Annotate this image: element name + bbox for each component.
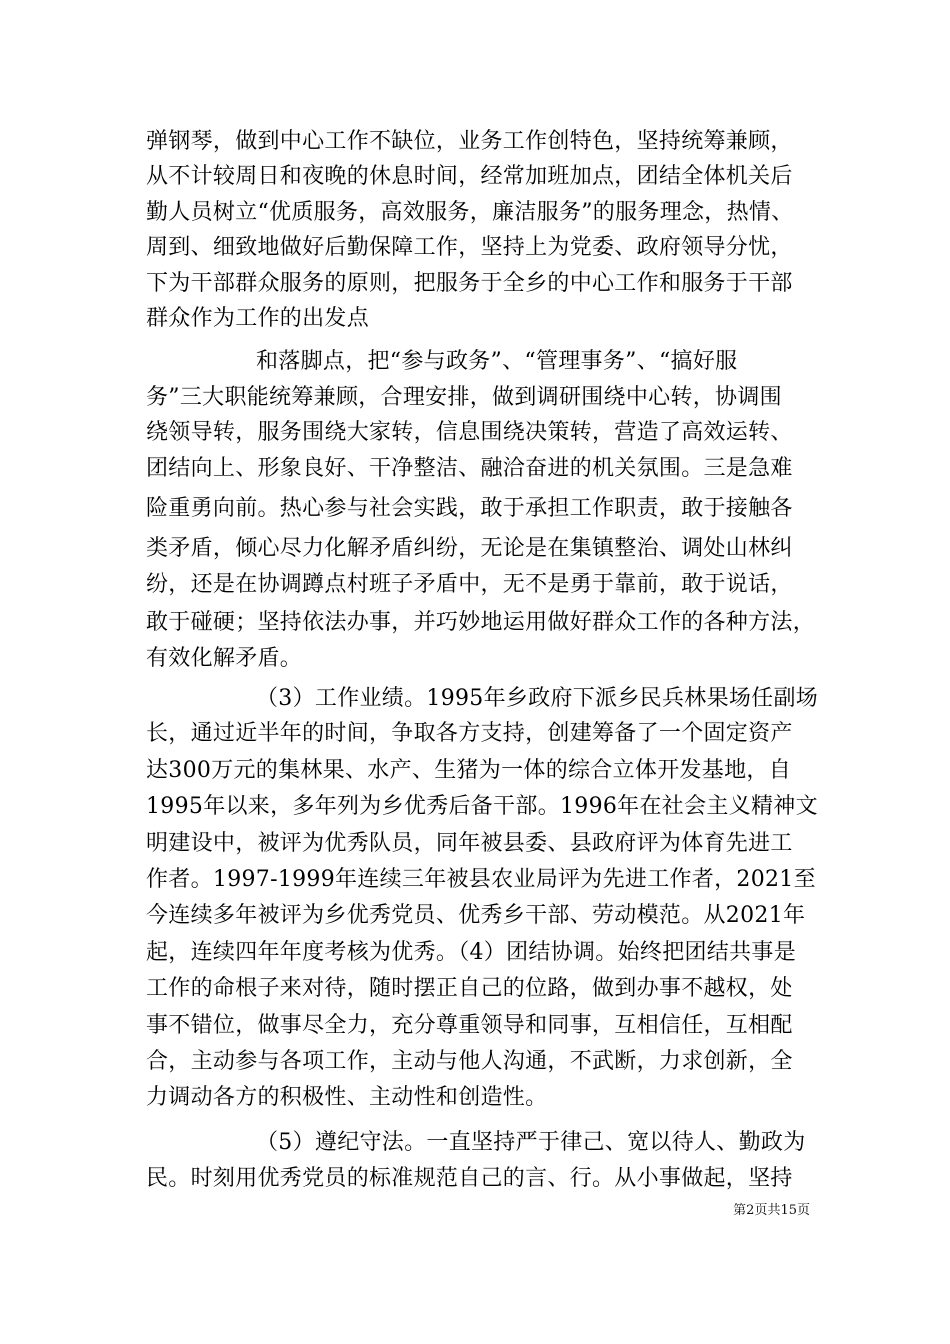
text-line: 弹钢琴，做到中心工作不缺位，业务工作创特色，坚持统筹兼顾， <box>146 129 793 154</box>
text-line: 群众作为工作的出发点 <box>146 306 370 331</box>
text-line: 合，主动参与各项工作，主动与他人沟通，不武断，力求创新，全 <box>146 1049 793 1074</box>
text-line: 起，连续四年年度考核为优秀。（4）团结协调。始终把团结共事是 <box>146 940 796 965</box>
text-line: 勤人员树立“优质服务，高效服务，廉洁服务”的服务理念，热情、 <box>146 200 794 225</box>
text-line: 类矛盾，倾心尽力化解矛盾纠纷，无论是在集镇整治、调处山林纠 <box>146 536 793 561</box>
text-line: （5）遵纪守法。一直坚持严于律己、宽以待人、勤政为 <box>256 1130 806 1155</box>
text-line: 敢于碰硬；坚持依法办事，并巧妙地运用做好群众工作的各种方法， <box>146 610 816 635</box>
text-line: 工作的命根子来对待，随时摆正自己的位路，做到办事不越权，处 <box>146 976 793 1001</box>
text-line: 事不错位，做事尽全力，充分尊重领导和同事，互相信任，互相配 <box>146 1013 793 1038</box>
text-line: 民。时刻用优秀党员的标准规范自己的言、行。从小事做起，坚持 <box>146 1166 793 1191</box>
text-line: 明建设中，被评为优秀队员，同年被县委、县政府评为体育先进工 <box>146 831 793 856</box>
text-line: 今连续多年被评为乡优秀党员、优秀乡干部、劳动模范。从2021年 <box>146 903 806 928</box>
text-line: 周到、细致地做好后勤保障工作，坚持上为党委、政府领导分忧， <box>146 235 793 260</box>
text-line: 长，通过近半年的时间，争取各方支持，创建筹备了一个固定资产 <box>146 721 793 746</box>
text-line: 下为干部群众服务的原则，把服务于全乡的中心工作和服务于干部 <box>146 271 793 296</box>
text-line: （3）工作业绩。1995年乡政府下派乡民兵林果场任副场 <box>256 686 819 711</box>
text-line: 务”三大职能统筹兼顾，合理安排，做到调研围绕中心转，协调围 <box>146 385 782 410</box>
text-line: 险重勇向前。热心参与社会实践，敢于承担工作职责，敢于接触各 <box>146 496 793 521</box>
page-number: 第2页共15页 <box>733 1203 810 1218</box>
text-line: 绕领导转，服务围绕大家转，信息围绕决策转，营造了高效运转、 <box>146 420 793 445</box>
text-line: 从不计较周日和夜晚的休息时间，经常加班加点，团结全体机关后 <box>146 164 793 189</box>
text-line: 团结向上、形象良好、干净整洁、融洽奋进的机关氛围。三是急难 <box>146 456 793 481</box>
text-line: 达300万元的集林果、水产、生猪为一体的综合立体开发基地，自 <box>146 758 791 783</box>
text-line: 有效化解矛盾。 <box>146 646 303 671</box>
text-line: 作者。1997-1999年连续三年被县农业局评为先进工作者，2021至 <box>146 867 816 892</box>
text-line: 1995年以来，多年列为乡优秀后备干部。1996年在社会主义精神文 <box>146 794 818 819</box>
text-line: 纷，还是在协调蹲点村班子矛盾中，无不是勇于靠前，敢于说话， <box>146 572 793 597</box>
text-line: 和落脚点，把“参与政务”、“管理事务”、“搞好服 <box>256 349 738 374</box>
text-line: 力调动各方的积极性、主动性和创造性。 <box>146 1085 548 1110</box>
